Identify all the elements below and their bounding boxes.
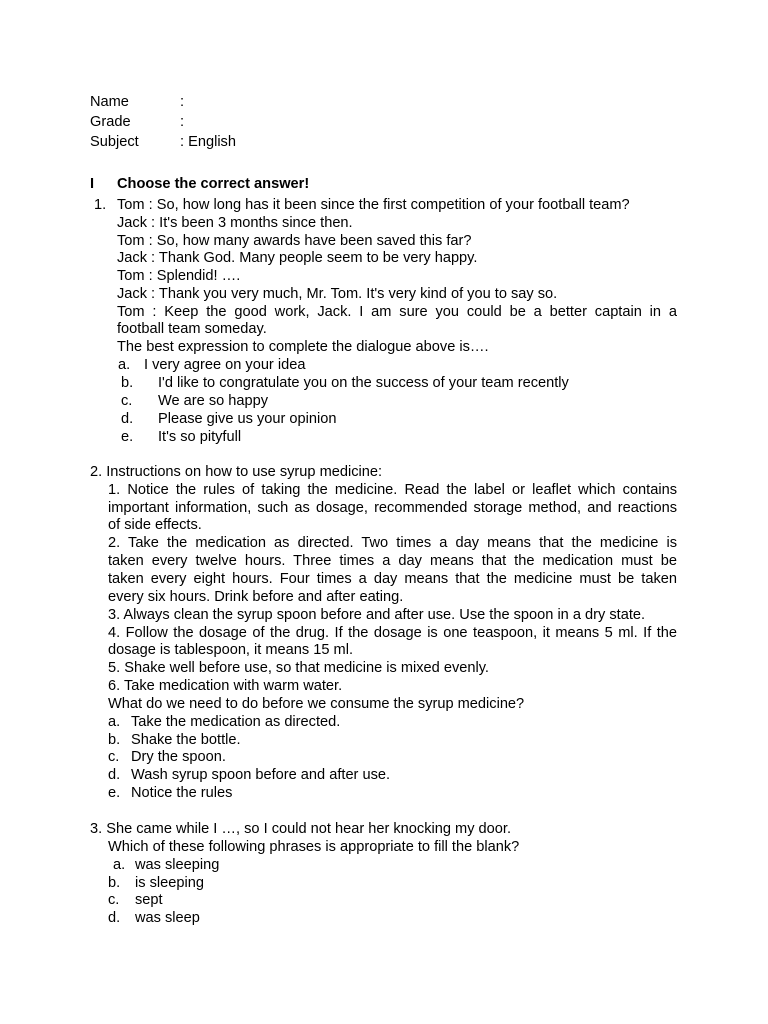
subject-label: Subject bbox=[90, 134, 139, 150]
q3-option-d bbox=[108, 909, 200, 927]
q2-line: 4. Follow the dosage of the drug. If the dosage is one teaspoon, it means 5 ml. If the bbox=[108, 625, 677, 641]
option-text: I very agree on your idea bbox=[144, 357, 306, 373]
grade-row bbox=[90, 113, 184, 131]
q3-option-b bbox=[108, 874, 204, 892]
option-text: Wash syrup spoon before and after use. bbox=[131, 767, 391, 783]
q2-line: important information, such as dosage, recommended storage method, and reactions bbox=[108, 500, 677, 516]
q3-intro: 3. She came while I …, so I could not hear her knocking my door. bbox=[90, 821, 512, 837]
option-text: I'd like to congratulate you on the success of your team recently bbox=[158, 375, 569, 391]
option-letter: c. bbox=[108, 749, 120, 765]
q1-line: Jack : Thank you very much, Mr. Tom. It's very kind of you to say so. bbox=[117, 286, 558, 302]
q2-line: 2. Take the medication as directed. Two times a day means that the medicine is bbox=[108, 535, 677, 551]
option-letter: b. bbox=[108, 875, 121, 891]
name-label: Name bbox=[90, 94, 129, 110]
option-text: Dry the spoon. bbox=[131, 749, 226, 765]
option-text: sept bbox=[135, 892, 163, 908]
option-text: Shake the bottle. bbox=[131, 732, 241, 748]
q1-option-b bbox=[121, 374, 569, 392]
option-letter: a. bbox=[113, 857, 126, 873]
q3-option-c bbox=[108, 891, 163, 909]
option-text: We are so happy bbox=[158, 393, 269, 409]
q2-intro: 2. Instructions on how to use syrup medicine: bbox=[90, 464, 383, 480]
q2-option-c bbox=[108, 748, 226, 766]
section-title: Choose the correct answer! bbox=[117, 176, 310, 192]
q1-option-e bbox=[121, 428, 241, 446]
q1-option-d bbox=[121, 410, 336, 428]
q2-line: taken every eight hours. Four times a day means that the medicine must be taken bbox=[108, 571, 677, 587]
name-row bbox=[90, 93, 184, 111]
q1-line: Jack : It's been 3 months since then. bbox=[117, 215, 353, 231]
option-text: Please give us your opinion bbox=[158, 411, 337, 427]
q1-option-c bbox=[121, 392, 268, 410]
option-letter: c. bbox=[121, 393, 133, 409]
option-text: Take the medication as directed. bbox=[131, 714, 341, 730]
option-letter: e. bbox=[121, 429, 134, 445]
q3-question: Which of these following phrases is appropriate to fill the blank? bbox=[108, 839, 520, 855]
option-text: was sleep bbox=[135, 910, 200, 926]
subject-row bbox=[90, 133, 236, 151]
option-text: was sleeping bbox=[135, 857, 220, 873]
grade-value: : bbox=[180, 114, 185, 130]
q2-line: taken every twelve hours. Three times a day means that the medication must be bbox=[108, 553, 677, 569]
section-roman: I bbox=[90, 176, 95, 192]
option-text: It's so pityfull bbox=[158, 429, 242, 445]
option-text: is sleeping bbox=[135, 875, 204, 891]
q1-line: Jack : Thank God. Many people seem to be very happy. bbox=[117, 250, 478, 266]
q2-option-a bbox=[108, 713, 340, 731]
option-letter: c. bbox=[108, 892, 120, 908]
subject-value: : English bbox=[180, 134, 236, 150]
q1-line: Tom : So, how long has it been since the first competition of your football team? bbox=[117, 197, 630, 213]
option-letter: e. bbox=[108, 785, 121, 801]
option-letter: d. bbox=[108, 910, 121, 926]
q3-option-a bbox=[113, 856, 219, 874]
option-letter: d. bbox=[108, 767, 121, 783]
q2-line: every six hours. Drink before and after eating. bbox=[108, 589, 404, 605]
q1-line: Tom : So, how many awards have been saved this far? bbox=[117, 233, 472, 249]
q1-line: Tom : Splendid! …. bbox=[117, 268, 241, 284]
q2-line: 3. Always clean the syrup spoon before and after use. Use the spoon in a dry state. bbox=[108, 607, 646, 623]
q1-number: 1. bbox=[94, 197, 107, 213]
name-value: : bbox=[180, 94, 185, 110]
q2-option-d bbox=[108, 766, 390, 784]
option-letter: b. bbox=[121, 375, 134, 391]
q2-option-e bbox=[108, 784, 232, 802]
q2-line: dosage is tablespoon, it means 15 ml. bbox=[108, 642, 353, 658]
option-text: Notice the rules bbox=[131, 785, 233, 801]
q1-line: football team someday. bbox=[117, 321, 267, 337]
q2-line: 1. Notice the rules of taking the medicine. Read the label or leaflet which contains bbox=[108, 482, 677, 498]
q2-line: of side effects. bbox=[108, 517, 202, 533]
option-letter: a. bbox=[118, 357, 131, 373]
q2-question: What do we need to do before we consume the syrup medicine? bbox=[108, 696, 525, 712]
q1-question: The best expression to complete the dialogue above is…. bbox=[117, 339, 489, 355]
grade-label: Grade bbox=[90, 114, 131, 130]
q2-line: 6. Take medication with warm water. bbox=[108, 678, 343, 694]
q2-option-b bbox=[108, 731, 241, 749]
option-letter: a. bbox=[108, 714, 121, 730]
option-letter: b. bbox=[108, 732, 121, 748]
q1-option-a bbox=[118, 356, 305, 374]
q2-line: 5. Shake well before use, so that medicine is mixed evenly. bbox=[108, 660, 489, 676]
option-letter: d. bbox=[121, 411, 134, 427]
q1-line: Tom : Keep the good work, Jack. I am sure you could be a better captain in a bbox=[117, 304, 677, 320]
